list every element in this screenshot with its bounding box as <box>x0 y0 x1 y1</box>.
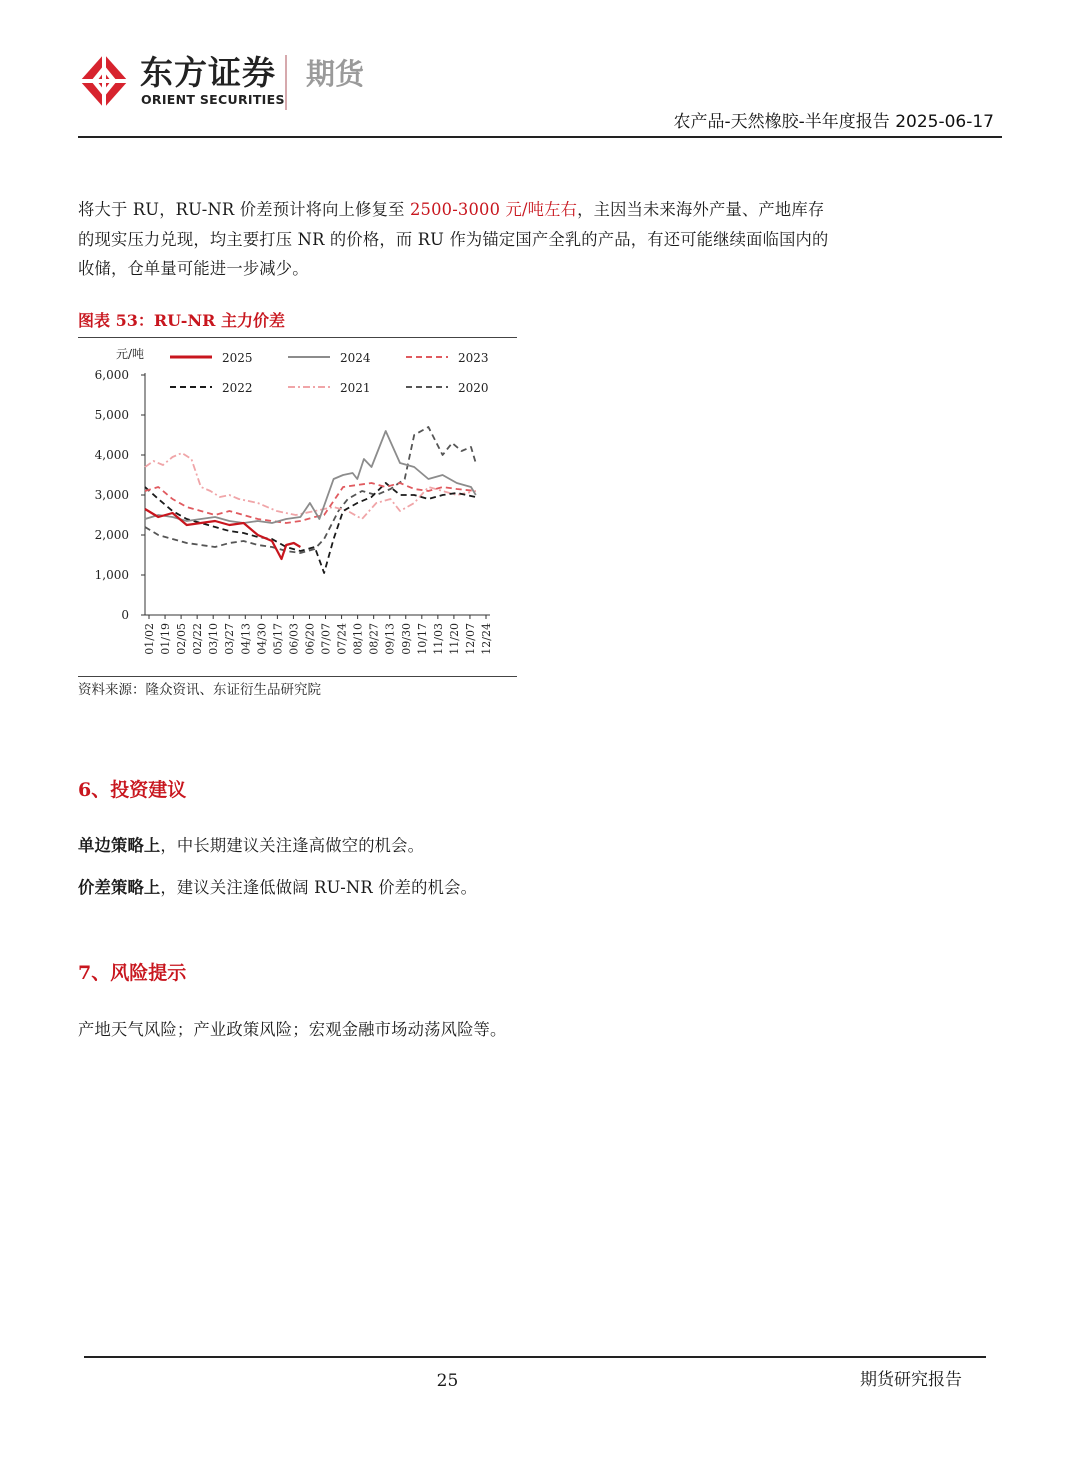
intro-text-1: 将大于 RU，RU-NR 价差预计将向上修复至 <box>78 200 410 219</box>
single-side-label: 单边策略上 <box>78 836 161 855</box>
legend-label-2024: 2024 <box>340 351 371 365</box>
series-line-2022 <box>145 483 476 573</box>
x-tick-label: 12/07 <box>463 623 477 655</box>
legend-label-2020: 2020 <box>458 381 489 395</box>
spread-strategy <box>78 880 477 896</box>
y-tick-label: 5,000 <box>94 408 129 422</box>
intro-highlight: 2500-3000 元/吨左右 <box>409 200 578 219</box>
x-tick-label: 06/20 <box>303 623 317 655</box>
legend-label-2021: 2021 <box>340 381 371 395</box>
x-tick-label: 07/07 <box>319 623 333 655</box>
x-tick-label: 11/20 <box>447 623 461 655</box>
y-axis-unit-label: 元/吨 <box>116 347 145 361</box>
x-tick-label: 07/24 <box>335 623 349 655</box>
x-tick-label: 02/05 <box>175 623 189 655</box>
single-side-strategy <box>78 838 424 854</box>
x-tick-label: 11/03 <box>431 623 445 655</box>
brand-divider <box>285 55 287 110</box>
x-tick-label: 06/03 <box>287 623 301 655</box>
series-line-2021 <box>145 453 476 519</box>
section-7-title: 7、风险提示 <box>78 962 187 984</box>
x-tick-label: 09/30 <box>399 623 413 655</box>
x-tick-label: 04/30 <box>255 623 269 655</box>
legend-label-2022: 2022 <box>222 381 253 395</box>
series-line-2024 <box>145 431 476 523</box>
intro-paragraph <box>78 195 838 284</box>
ru-nr-spread-chart <box>78 338 517 676</box>
risk-text: 产地天气风险；产业政策风险；宏观金融市场动荡风险等。 <box>78 1020 507 1039</box>
x-tick-label: 08/10 <box>351 623 365 655</box>
y-tick-label: 1,000 <box>94 568 129 582</box>
header-divider <box>78 136 1002 138</box>
y-tick-label: 3,000 <box>94 488 129 502</box>
section-6-title: 6、投资建议 <box>78 779 187 801</box>
brand-name-en: ORIENT SECURITIES <box>141 92 285 107</box>
y-tick-label: 6,000 <box>94 368 129 382</box>
page-number: 25 <box>436 1371 459 1391</box>
legend-label-2025: 2025 <box>222 351 253 365</box>
x-tick-label: 10/17 <box>415 623 429 655</box>
spread-label: 价差策略上 <box>78 878 161 897</box>
intro-text-2: ，主因当未来海外产量、产地库存的现实压力兑现，均主要打压 NR 的价格，而 RU 作为锚定国产全乳的产品，有还可能继续面临国内的收储，仓单量可能进一步减少。 <box>78 200 829 278</box>
single-side-text: ，中长期建议关注逢高做空的机会。 <box>160 836 425 855</box>
x-tick-label: 12/24 <box>480 623 493 655</box>
figure-title: 图表 53：RU-NR 主力价差 <box>78 311 285 330</box>
footer-report-type: 期货研究报告 <box>860 1370 962 1390</box>
legend-label-2023: 2023 <box>458 351 489 365</box>
y-tick-label: 0 <box>121 608 129 622</box>
spread-text: ，建议关注逢低做阔 RU-NR 价差的机会。 <box>160 878 478 897</box>
y-tick-label: 2,000 <box>94 528 129 542</box>
x-tick-label: 04/13 <box>239 623 253 655</box>
figure-bottom-rule <box>78 676 517 677</box>
x-tick-label: 09/13 <box>383 623 397 655</box>
x-tick-label: 01/19 <box>159 623 173 655</box>
x-tick-label: 03/10 <box>207 623 221 655</box>
figure-source: 资料来源：隆众资讯、东证衍生品研究院 <box>78 682 321 698</box>
footer-divider <box>84 1356 986 1358</box>
orient-securities-logo <box>78 52 130 110</box>
x-tick-label: 01/02 <box>143 623 156 655</box>
y-tick-label: 4,000 <box>94 448 129 462</box>
x-tick-label: 02/22 <box>191 623 205 655</box>
brand-subtitle: 期货 <box>306 57 365 91</box>
x-tick-label: 03/27 <box>223 623 237 655</box>
report-title: 农产品-天然橡胶-半年度报告 2025-06-17 <box>673 112 994 132</box>
brand-name-cn: 东方证券 <box>140 53 276 92</box>
x-tick-label: 05/17 <box>271 623 285 655</box>
x-tick-label: 08/27 <box>367 623 381 655</box>
